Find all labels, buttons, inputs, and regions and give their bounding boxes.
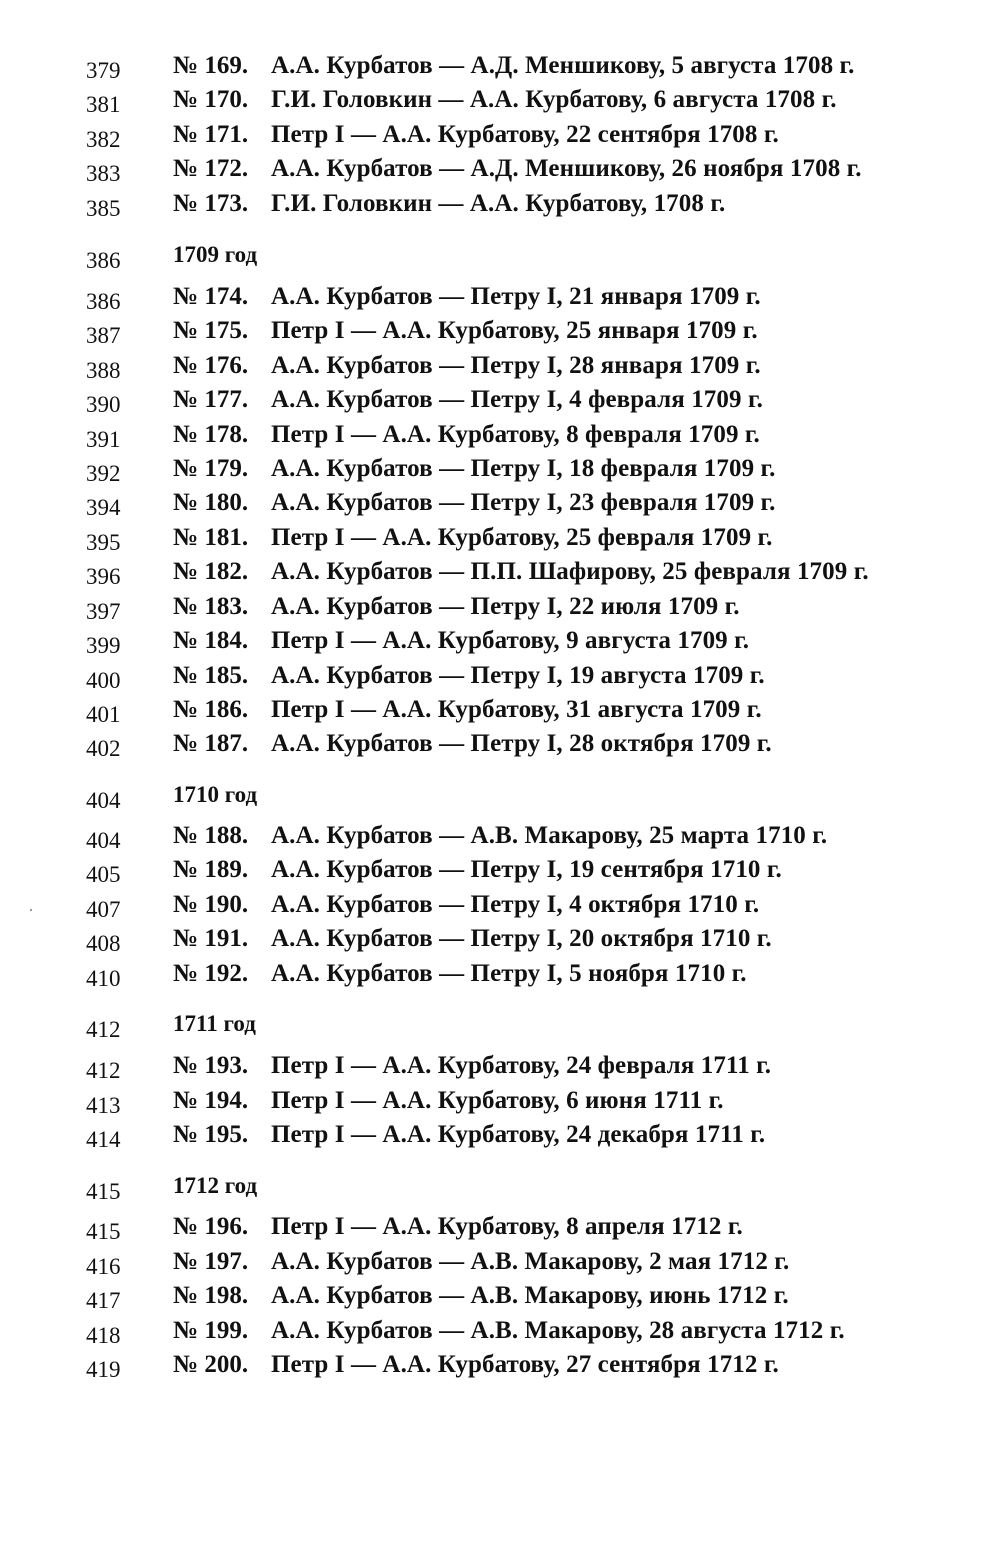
entry-document-number: № 194.: [173, 1087, 249, 1114]
entry-page-number: 412: [86, 1058, 121, 1083]
entry-title: А.А. Курбатов — Петру I, 4 февраля 1709 г.: [271, 386, 763, 413]
entry-document-number: № 173.: [173, 190, 249, 217]
entry-page-number: 379: [86, 58, 121, 83]
entry-document-number: № 182.: [173, 558, 249, 585]
year-page-number: 415: [86, 1179, 121, 1204]
entry-document-number: № 186.: [173, 696, 249, 723]
entry-page-number: 408: [86, 931, 121, 956]
entry-title: А.А. Курбатов — П.П. Шафирову, 25 февраля 1709 г.: [271, 558, 869, 585]
entry-page-number: 397: [86, 599, 121, 624]
entry-page-number: 394: [86, 495, 121, 520]
entry-title: Петр I — А.А. Курбатову, 31 августа 1709 г.: [271, 696, 762, 723]
entry-page-number: 413: [86, 1093, 121, 1118]
entry-page-number: 410: [86, 966, 121, 991]
entry-page-number: 387: [86, 323, 121, 348]
entry-page-number: 382: [86, 127, 121, 152]
entry-title: А.А. Курбатов — А.Д. Меншикову, 5 августа 1708 г.: [271, 52, 855, 79]
entry-document-number: № 183.: [173, 593, 249, 620]
year-page-number: 412: [86, 1017, 121, 1042]
entry-page-number: 416: [86, 1254, 121, 1279]
entry-title: Петр I — А.А. Курбатову, 6 июня 1711 г.: [271, 1087, 724, 1114]
entry-document-number: № 191.: [173, 925, 249, 952]
entry-document-number: № 193.: [173, 1052, 249, 1079]
entry-title: Петр I — А.А. Курбатову, 8 апреля 1712 г.: [271, 1213, 743, 1240]
year-title: 1710 год: [173, 782, 258, 807]
entry-document-number: № 175.: [173, 317, 249, 344]
entry-title: А.А. Курбатов — А.В. Макарову, 25 марта 1710 г.: [271, 822, 828, 849]
entry-page-number: 395: [86, 530, 121, 555]
entry-title: Петр I — А.А. Курбатову, 25 февраля 1709 г.: [271, 524, 773, 551]
entry-document-number: № 190.: [173, 891, 249, 918]
entry-document-number: № 184.: [173, 627, 249, 654]
entry-page-number: 402: [86, 736, 121, 761]
entry-document-number: № 197.: [173, 1248, 249, 1275]
entry-document-number: № 174.: [173, 283, 249, 310]
entry-title: Петр I — А.А. Курбатову, 25 января 1709 г.: [271, 317, 758, 344]
entry-page-number: 418: [86, 1323, 121, 1348]
entry-title: А.А. Курбатов — Петру I, 19 августа 1709 г.: [271, 662, 765, 689]
entry-title: А.А. Курбатов — Петру I, 20 октября 1710 г.: [271, 925, 772, 952]
entry-document-number: № 196.: [173, 1213, 249, 1240]
entry-title: А.А. Курбатов — Петру I, 22 июля 1709 г.: [271, 593, 740, 620]
entry-page-number: 400: [86, 668, 121, 693]
entry-title: А.А. Курбатов — Петру I, 4 октября 1710 г.: [271, 891, 760, 918]
entry-document-number: № 179.: [173, 455, 249, 482]
entry-title: Петр I — А.А. Курбатову, 27 сентября 1712 г.: [271, 1351, 779, 1378]
entry-page-number: 419: [86, 1357, 121, 1382]
entry-title: А.А. Курбатов — Петру I, 28 октября 1709 г.: [271, 730, 772, 757]
entry-page-number: 388: [86, 358, 121, 383]
entry-document-number: № 176.: [173, 352, 249, 379]
entry-document-number: № 172.: [173, 155, 249, 182]
year-page-number: 386: [86, 248, 121, 273]
entry-document-number: № 178.: [173, 421, 249, 448]
print-speck: [30, 909, 32, 911]
year-title: 1712 год: [173, 1173, 258, 1198]
entry-page-number: 385: [86, 196, 121, 221]
entry-title: Г.И. Головкин — А.А. Курбатову, 1708 г.: [271, 190, 726, 217]
entry-page-number: 381: [86, 92, 121, 117]
entry-page-number: 415: [86, 1219, 121, 1244]
entry-title: А.А. Курбатов — Петру I, 23 февраля 1709 г.: [271, 489, 776, 516]
entry-title: А.А. Курбатов — А.В. Макарову, июнь 1712 г.: [271, 1282, 789, 1309]
year-title: 1709 год: [173, 242, 258, 267]
entry-document-number: № 200.: [173, 1351, 249, 1378]
entry-page-number: 407: [86, 897, 121, 922]
entry-page-number: 383: [86, 161, 121, 186]
entry-page-number: 417: [86, 1288, 121, 1313]
entry-document-number: № 195.: [173, 1121, 249, 1148]
entry-title: Петр I — А.А. Курбатову, 24 февраля 1711 г.: [271, 1052, 772, 1079]
entry-document-number: № 192.: [173, 960, 249, 987]
entry-document-number: № 189.: [173, 856, 249, 883]
entry-title: А.А. Курбатов — Петру I, 5 ноября 1710 г.: [271, 960, 747, 987]
entry-document-number: № 177.: [173, 386, 249, 413]
entry-title: Петр I — А.А. Курбатову, 22 сентября 1708 г.: [271, 121, 779, 148]
entry-title: Петр I — А.А. Курбатову, 9 августа 1709 г.: [271, 627, 750, 654]
entry-page-number: 390: [86, 392, 121, 417]
entry-title: А.А. Курбатов — Петру I, 18 февраля 1709 г.: [271, 455, 776, 482]
year-page-number: 404: [86, 788, 121, 813]
entry-document-number: № 187.: [173, 730, 249, 757]
entry-page-number: 391: [86, 427, 121, 452]
entry-title: Петр I — А.А. Курбатову, 8 февраля 1709 г.: [271, 421, 760, 448]
entry-page-number: 414: [86, 1127, 121, 1152]
entry-page-number: 392: [86, 461, 121, 486]
entry-document-number: № 185.: [173, 662, 249, 689]
entry-title: А.А. Курбатов — А.В. Макарову, 2 мая 1712 г.: [271, 1248, 790, 1275]
entry-page-number: 405: [86, 862, 121, 887]
entry-document-number: № 170.: [173, 86, 249, 113]
entry-title: Петр I — А.А. Курбатову, 24 декабря 1711 г.: [271, 1121, 766, 1148]
entry-title: А.А. Курбатов — Петру I, 28 января 1709 г.: [271, 352, 761, 379]
entry-document-number: № 188.: [173, 822, 249, 849]
entry-document-number: № 180.: [173, 489, 249, 516]
entry-page-number: 401: [86, 702, 121, 727]
entry-document-number: № 199.: [173, 1317, 249, 1344]
entry-page-number: 404: [86, 828, 121, 853]
entry-page-number: 396: [86, 564, 121, 589]
entry-title: Г.И. Головкин — А.А. Курбатову, 6 августа 1708 г.: [271, 86, 837, 113]
entry-title: А.А. Курбатов — А.В. Макарову, 28 августа 1712 г.: [271, 1317, 845, 1344]
entry-title: А.А. Курбатов — Петру I, 19 сентября 1710 г.: [271, 856, 782, 883]
entry-document-number: № 171.: [173, 121, 249, 148]
entry-page-number: 399: [86, 633, 121, 658]
entry-page-number: 386: [86, 289, 121, 314]
year-title: 1711 год: [173, 1011, 256, 1036]
entry-document-number: № 198.: [173, 1282, 249, 1309]
entry-document-number: № 181.: [173, 524, 249, 551]
entry-document-number: № 169.: [173, 52, 249, 79]
entry-title: А.А. Курбатов — Петру I, 21 января 1709 г.: [271, 283, 761, 310]
entry-title: А.А. Курбатов — А.Д. Меншикову, 26 ноября 1708 г.: [271, 155, 862, 182]
